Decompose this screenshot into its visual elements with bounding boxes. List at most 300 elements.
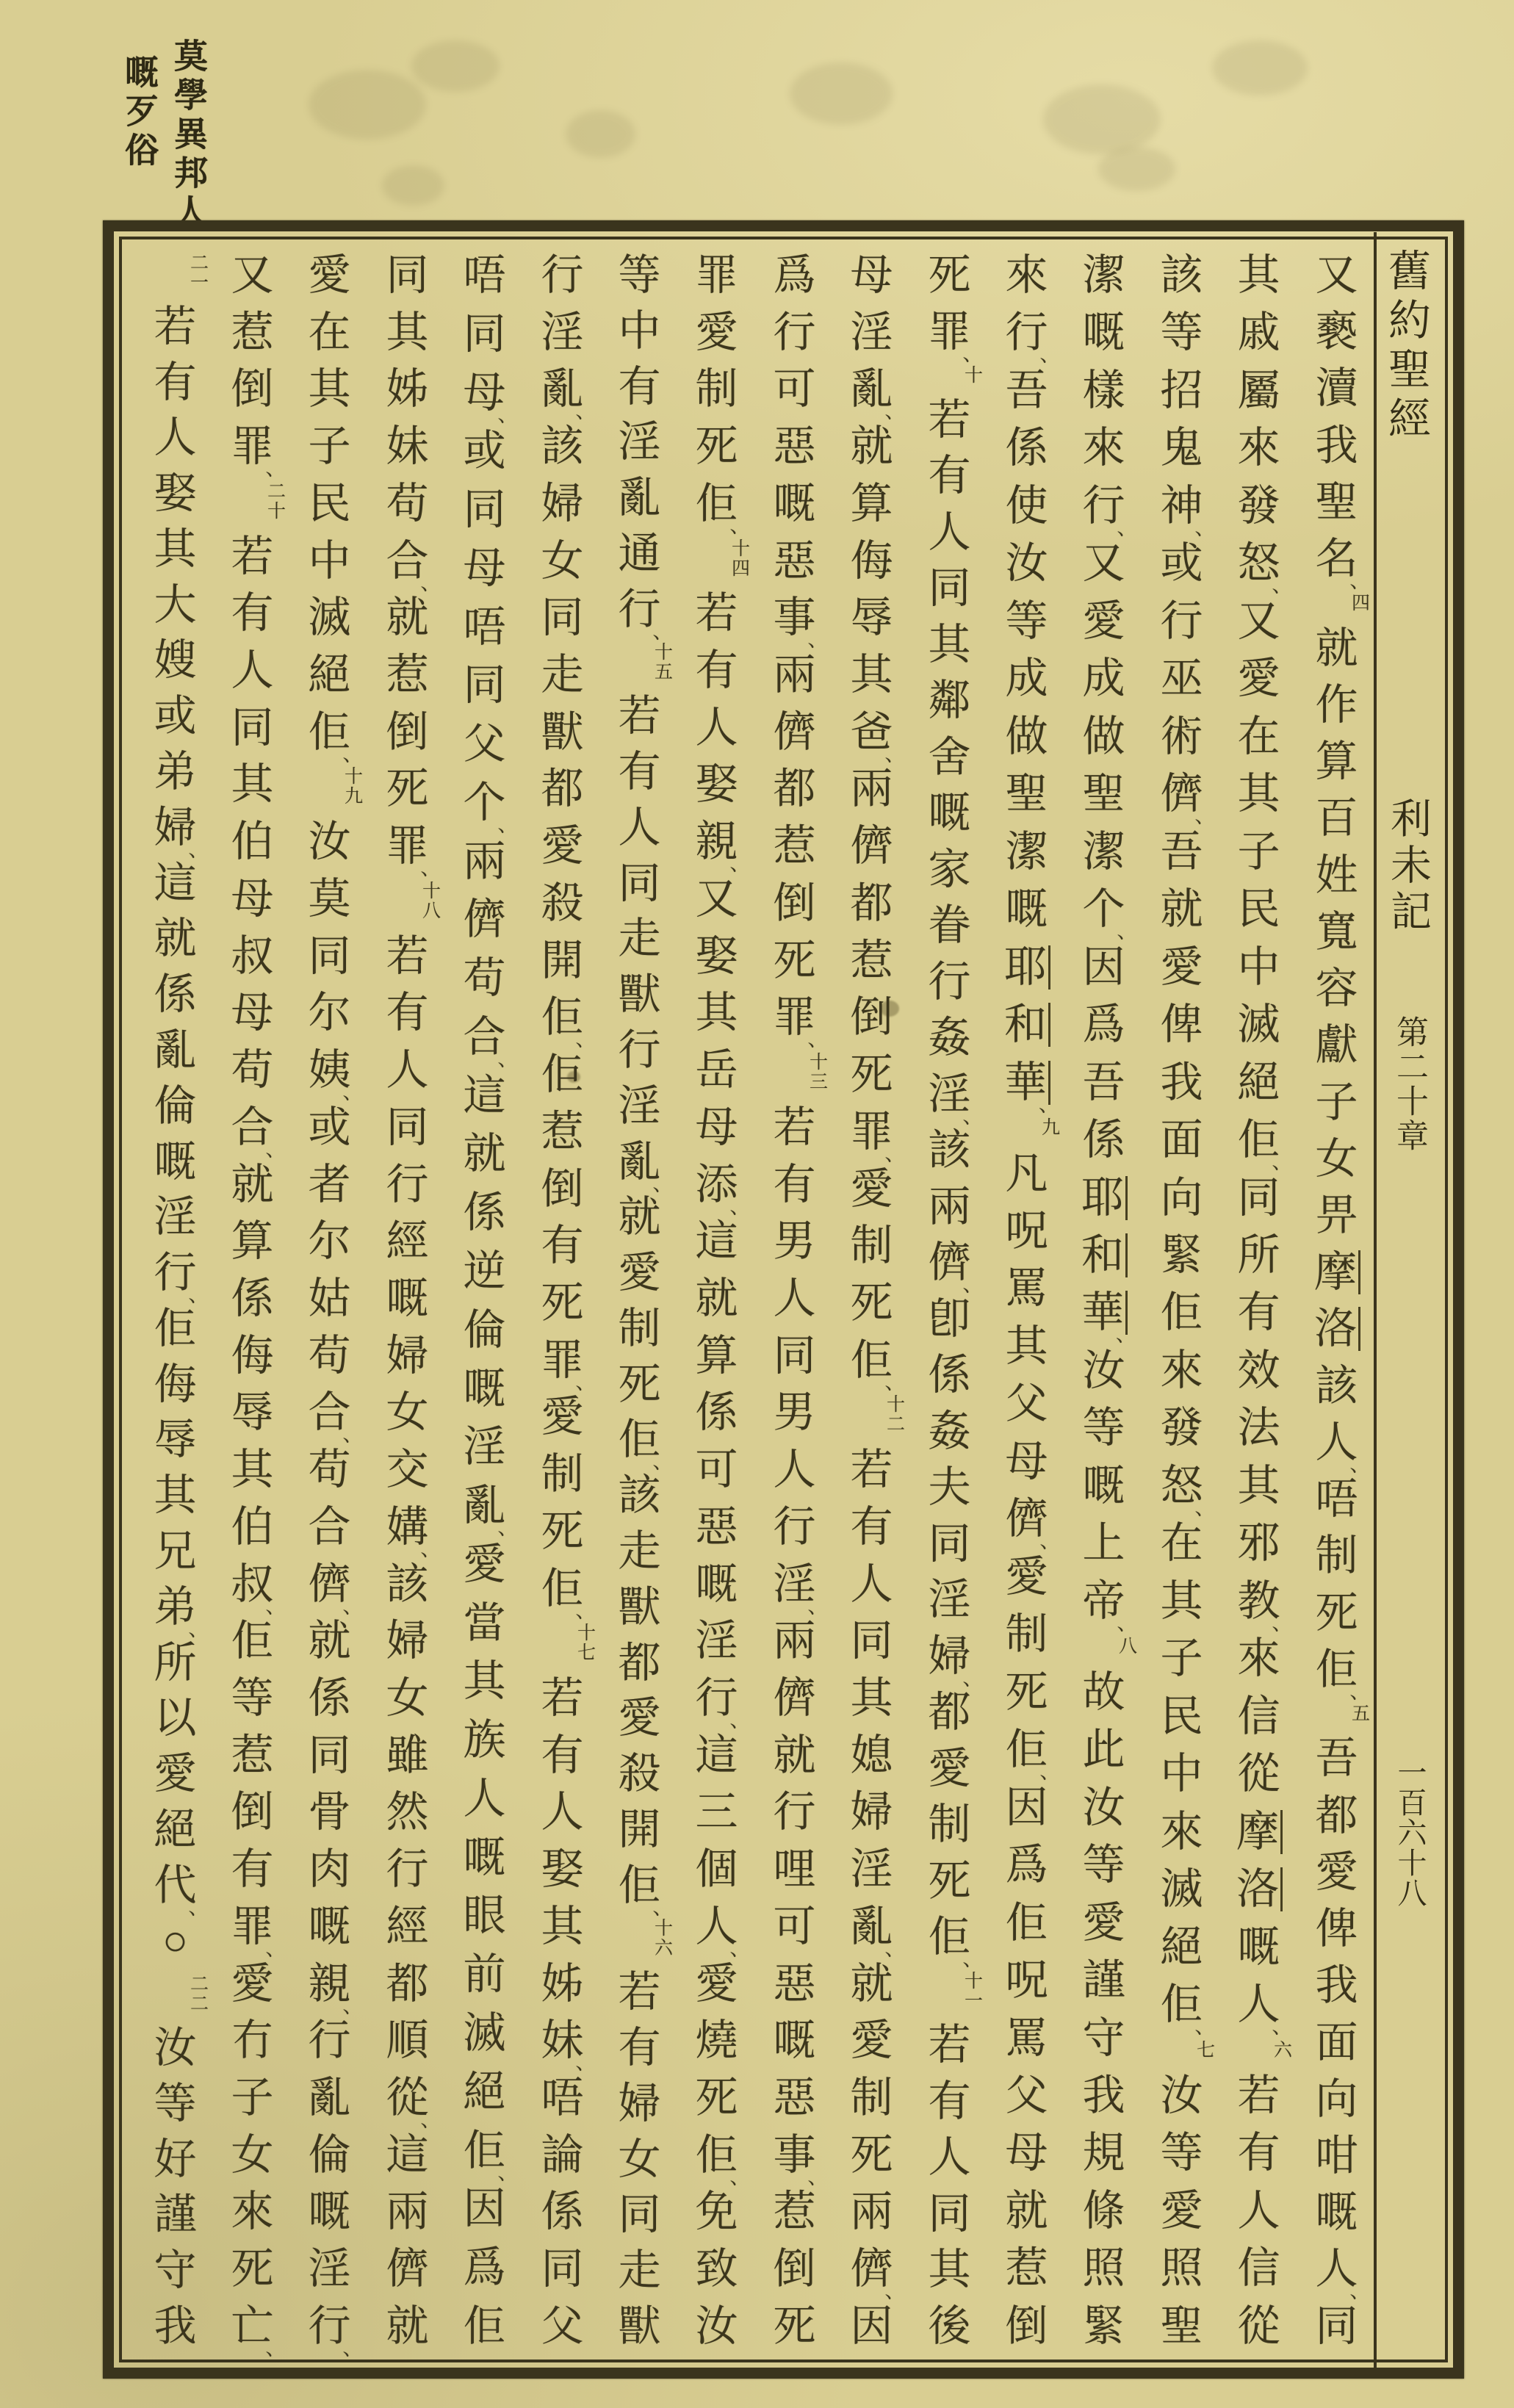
text-character: 苟 [231, 1046, 274, 1095]
text-character: 行 、 [1082, 481, 1137, 539]
text-character: 俾 [1315, 1905, 1358, 1953]
text-character: 有 [154, 358, 197, 406]
ideographic-comma: 、 [1117, 516, 1137, 539]
proper-name-character: 華 、 [1081, 1288, 1136, 1347]
text-character: 姓 [1315, 851, 1358, 899]
text-character: 倒 [231, 365, 274, 414]
text-character: 守 [1082, 2014, 1125, 2062]
ideographic-comma: 、 [1039, 344, 1060, 367]
ideographic-comma: 、 [884, 743, 905, 765]
text-character: 苟 [308, 1446, 351, 1494]
text-character: 就 [850, 1959, 893, 2008]
text-character: 褻 [1315, 308, 1358, 356]
ideographic-comma: 、 [652, 1172, 673, 1195]
ideographic-comma: 、 [342, 2337, 363, 2360]
text-character: 通 [618, 529, 661, 577]
text-column [369, 253, 446, 2348]
text-character: 佢 、 [1315, 1645, 1370, 1703]
text-character: 卽 [928, 1294, 971, 1343]
ideographic-comma: 、 [1194, 1496, 1215, 1519]
text-character: 人 [928, 508, 971, 556]
text-character: 聖 [1005, 770, 1048, 818]
text-character: 同 [541, 594, 584, 642]
verse-number: 七 [1196, 2040, 1215, 2061]
text-character: 倒 [541, 1164, 584, 1213]
text-character: 淫 [541, 308, 584, 356]
verse-number: 十 五 [654, 643, 673, 683]
text-character: 就 [386, 2301, 429, 2350]
text-character: 淫 [618, 1081, 661, 1130]
text-character: 罪 [695, 251, 738, 299]
text-character: 帝 、 [1082, 1576, 1137, 1634]
proper-name-character: 耶 [1003, 945, 1050, 989]
text-character: 我 [154, 2301, 197, 2350]
text-character: 有 [1237, 1288, 1280, 1337]
verse-number: 十 二 [886, 1395, 905, 1435]
text-character: 吾 [1082, 1058, 1125, 1106]
text-character: 逆 [463, 1247, 506, 1296]
verse-number: 十 一 [964, 1971, 983, 2011]
text-character: 父 [1005, 1380, 1048, 1428]
text-character: 佢 、 [695, 2130, 750, 2188]
text-character: 娶 [695, 760, 738, 809]
text-character: 罪 、 [231, 1902, 286, 1960]
text-character: 佢 、 [1005, 1726, 1060, 1784]
text-character: 行 [386, 1160, 429, 1208]
text-character: 倒 [1005, 2301, 1048, 2350]
text-character: 汝 [695, 2301, 738, 2350]
text-character: 制 [695, 365, 738, 414]
verse-number: 二 二 [190, 1975, 209, 2015]
text-character: 行 、 [1005, 309, 1060, 367]
text-character: 同 [773, 1331, 816, 1380]
proper-name-character: 摩 [1313, 1250, 1360, 1294]
text-character: 或 [154, 692, 197, 740]
text-character: 女 [618, 2135, 661, 2183]
text-character: 同 [928, 564, 971, 612]
text-character: 都 [850, 879, 893, 927]
text-character: 愛 [308, 251, 351, 299]
bleed-through-mark [382, 165, 444, 206]
text-character: 又 [1237, 596, 1280, 645]
text-character: 行 [386, 1845, 429, 1894]
text-character: 罪 、 [773, 993, 828, 1051]
text-character: 有 [695, 646, 738, 695]
text-character: 女 [231, 2130, 274, 2179]
text-character: 罵 [1005, 1264, 1048, 1313]
text-character: 係 [695, 1388, 738, 1437]
ideographic-comma: 、 [575, 1371, 596, 1394]
ideographic-comma: 、 [807, 1028, 828, 1051]
ideographic-comma: 、 [497, 2161, 518, 2184]
verse-number: 十 七 [577, 1623, 596, 1664]
text-character: 婦 、 [928, 1632, 983, 1690]
text-character: 弟 、 [154, 1582, 209, 1640]
text-character: 死 [1005, 1668, 1048, 1716]
text-character: 伯 [231, 1502, 274, 1551]
text-character: 死 [231, 2245, 274, 2293]
ideographic-comma: 、 [420, 857, 441, 880]
ideographic-comma: 、 [962, 1667, 983, 1690]
verse-number: 十 六 [654, 1919, 673, 1959]
text-character: 淫 [695, 1617, 738, 1665]
text-character: 愛 [1160, 942, 1203, 991]
text-character: 滅 [463, 2008, 506, 2057]
text-character: 效 [1237, 1346, 1280, 1394]
text-character: 等 [1160, 309, 1203, 357]
ideographic-comma: 、 [575, 1599, 596, 1622]
text-character: 絕 [308, 651, 351, 699]
text-column [756, 253, 833, 2348]
text-character: 弟 [154, 748, 197, 796]
text-character: 人 [695, 703, 738, 751]
text-character: 雖 [386, 1731, 429, 1779]
text-character: 招 [1160, 366, 1203, 414]
text-character: 亂 [618, 474, 661, 522]
text-character: 絕 [1237, 1058, 1280, 1106]
ideographic-comma: 、 [884, 1142, 905, 1165]
text-character: 同 [308, 1731, 351, 1779]
ideographic-comma: 、 [962, 1948, 983, 1970]
ideographic-comma: 、 [1039, 1093, 1059, 1116]
text-character: 聖 [1315, 477, 1358, 526]
text-character: 父 [463, 720, 506, 768]
text-character: 畀 [1315, 1191, 1358, 1239]
text-character: 淫 、 [773, 1560, 828, 1618]
text-character: 合 、 [386, 536, 441, 594]
text-character: 唔 [463, 251, 506, 299]
text-character: 走 [541, 651, 584, 699]
ideographic-comma: 、 [497, 813, 518, 836]
text-character: 聖 [1082, 770, 1125, 818]
text-character: ○ [162, 1917, 189, 1965]
text-character: 以 [154, 1694, 197, 1742]
ideographic-comma: 、 [1194, 2016, 1215, 2038]
ideographic-comma: 、 [575, 1028, 596, 1051]
text-character: 等 [1082, 1404, 1125, 1452]
text-character: 个 、 [463, 778, 518, 836]
text-character: 嘅 [463, 1833, 506, 1881]
text-character: 向 [1160, 1173, 1203, 1222]
text-character: 佢 、 [308, 707, 363, 765]
text-character: 佢 [154, 1304, 197, 1352]
marginal-note-line: 莫學異邦人 [170, 38, 207, 233]
text-character: 哩 [773, 1845, 816, 1894]
text-character: 人 、 [695, 1902, 750, 1960]
ideographic-comma: 、 [884, 400, 905, 423]
text-character: 儕 [386, 2245, 429, 2293]
text-character: 儕 [773, 707, 816, 756]
text-character: 同 [850, 1617, 893, 1665]
text-character: 我 [1315, 421, 1358, 469]
text-character: 都 [773, 765, 816, 813]
ideographic-comma: 、 [729, 1709, 750, 1731]
text-character: 若 [850, 1446, 893, 1494]
text-character: 殺 [541, 879, 584, 927]
text-character: 同 [1315, 2301, 1358, 2350]
text-column [446, 253, 523, 2348]
text-character: 同 [541, 2245, 584, 2293]
text-character: 亂 [308, 2074, 351, 2122]
text-character: 來 [1160, 1346, 1203, 1394]
text-character: 舍 [928, 732, 971, 781]
ideographic-comma: 、 [652, 1896, 673, 1919]
text-character: 媳 [850, 1731, 893, 1779]
text-character: 淫 [618, 418, 661, 466]
text-character: 惹 [386, 651, 429, 699]
text-character: 佢 [463, 2301, 506, 2350]
text-character: 淫 、 [928, 1070, 983, 1128]
text-character: 鄰 [928, 677, 971, 724]
text-character: 母 、 [463, 368, 518, 426]
text-character: 術 [1160, 712, 1203, 760]
ideographic-comma: 、 [729, 1195, 750, 1218]
text-character: 絕 [154, 1805, 197, 1853]
text-character: 唔 [1315, 1475, 1358, 1524]
ideographic-comma: 、 [1039, 1761, 1060, 1784]
text-character: 有 [231, 1845, 274, 1894]
page-number: 一百六十八 [1394, 1757, 1427, 1908]
text-character: 惡 [695, 1502, 738, 1551]
text-character: 汝 [1160, 2072, 1203, 2119]
text-character: 殺 [618, 1750, 661, 1798]
text-character: 亂 、 [850, 365, 905, 423]
text-character: 滅 [1237, 1001, 1280, 1049]
text-character: 其 [308, 365, 351, 414]
ideographic-comma: 、 [420, 572, 441, 594]
text-character: 滅 [308, 594, 351, 642]
text-character: 可 [695, 1446, 738, 1494]
text-character: 愛 [618, 1249, 661, 1297]
text-character: 兩 [773, 1617, 816, 1665]
text-character: 來 [1237, 424, 1280, 472]
text-character: 子 [1160, 1634, 1203, 1683]
text-character: 儕 [773, 1673, 816, 1722]
text-character: 後 [928, 2301, 971, 2350]
chapter-title: 第二十章 [1391, 1015, 1427, 1153]
verse-number: 十 [964, 366, 983, 386]
text-character: 倒 [231, 1788, 274, 1836]
text-character: 又 [695, 874, 738, 923]
verse-number: 十 三 [809, 1053, 828, 1093]
text-character: 我 [1315, 1961, 1358, 2010]
text-character: 嘅 [773, 2016, 816, 2065]
text-character: 惹 [773, 822, 816, 870]
text-character: 行 [618, 1025, 661, 1074]
text-character: 亂 [154, 1025, 197, 1074]
text-character: 子 [1315, 1078, 1358, 1126]
text-column [1220, 253, 1297, 2348]
text-character: 可 [773, 1902, 816, 1950]
text-character: 愛 [695, 1959, 738, 2008]
text-character: 汝 [1082, 1346, 1125, 1394]
text-character: 面 [1315, 2018, 1358, 2066]
text-character: 行 [928, 957, 971, 1006]
text-character: 有 [618, 748, 661, 796]
text-character: 人 、 [1315, 1418, 1370, 1476]
text-character: 若 [541, 1673, 584, 1722]
text-character: 其 [463, 1657, 506, 1706]
verse-number: 六 [1273, 2040, 1292, 2061]
text-character: 發 [1237, 481, 1280, 530]
ideographic-comma: 、 [1349, 1680, 1370, 1703]
text-character: 倫 [154, 1081, 197, 1130]
text-character: 死 [928, 251, 971, 299]
ideographic-comma: 、 [265, 2337, 286, 2360]
text-character: 人 [850, 1560, 893, 1608]
text-character: 人 [463, 1774, 506, 1823]
ideographic-comma: 、 [188, 1618, 209, 1640]
text-character: 媾 、 [386, 1502, 441, 1560]
text-character: 母 [463, 544, 506, 592]
text-character: 若 [928, 395, 971, 444]
text-character: 佢 、 [1237, 1116, 1292, 1174]
text-character: 子 [1237, 827, 1280, 876]
text-character: 婦 [386, 1617, 429, 1665]
text-character: 姦 [928, 1014, 971, 1061]
text-character: 尔 [308, 989, 351, 1037]
text-character: 民 [1237, 885, 1280, 934]
text-character: 該 [618, 1471, 661, 1520]
proper-name-character: 和 [1080, 1233, 1128, 1277]
text-character: 父 [541, 2301, 584, 2350]
text-character: 亂 、 [463, 1482, 518, 1540]
text-character: 母 [231, 989, 274, 1037]
text-character: 獸 [541, 707, 584, 756]
text-character: 佢 [541, 1050, 584, 1099]
text-character: 兄 [154, 1526, 197, 1575]
text-column [291, 251, 368, 2360]
ideographic-comma: 、 [729, 853, 750, 876]
ideographic-comma: 、 [1039, 1530, 1060, 1553]
text-character: 子 [308, 422, 351, 471]
text-character: 死 [695, 422, 738, 471]
text-character: 佢 、 [541, 993, 596, 1051]
text-character: 嘅 [1082, 309, 1125, 357]
text-character: 愛 [154, 1750, 197, 1798]
ideographic-comma: 、 [342, 1595, 363, 1618]
text-character: 因 [463, 2185, 506, 2233]
text-character: 制 [850, 1222, 893, 1270]
text-character: 我 [1160, 1058, 1203, 1106]
text-character: 死 [773, 2301, 816, 2350]
text-character: 親 、 [695, 818, 750, 876]
ideographic-comma: 、 [342, 1424, 363, 1446]
ideographic-comma: 、 [497, 1517, 518, 1540]
text-character: 或 [1160, 539, 1203, 588]
text-character: 都 [618, 1638, 661, 1687]
text-character: 該 [928, 1126, 971, 1174]
ideographic-comma: 、 [652, 620, 673, 643]
text-character: 來 [1160, 1807, 1203, 1856]
text-character: 人 、 [1237, 1980, 1292, 2038]
verse-number: 二 一 [190, 253, 209, 293]
text-character: 人 [618, 803, 661, 851]
text-character: 倒 [850, 993, 893, 1042]
text-character: 潔 [1005, 827, 1048, 876]
bleed-through-mark [1043, 84, 1161, 154]
text-character: 緊 [1082, 2301, 1125, 2350]
text-character: 嘅 [386, 1274, 429, 1322]
ideographic-comma: 、 [652, 1451, 673, 1474]
text-character: 骨 [308, 1788, 351, 1836]
text-character: 惹 [1005, 2244, 1048, 2293]
text-character: 都 [541, 765, 584, 813]
text-character: 獸 [618, 1582, 661, 1631]
text-character: 尔 [308, 1217, 351, 1266]
text-character: 同 [463, 309, 506, 358]
text-character: 面 [1160, 1116, 1203, 1164]
ideographic-comma: 、 [420, 1538, 441, 1560]
text-character: 從 [1237, 1750, 1280, 1798]
ideographic-comma: 、 [1272, 1612, 1292, 1634]
text-character: 妹 [386, 422, 429, 471]
text-character: 吾 [1315, 1734, 1358, 1783]
text-character: 代 、 [154, 1861, 209, 1919]
proper-name-character: 耶 [1080, 1176, 1128, 1220]
text-character: 人 [386, 1046, 429, 1095]
text-character: 叔 [231, 931, 274, 980]
text-character: 佢 [231, 1617, 274, 1665]
ideographic-comma: 、 [188, 1896, 209, 1919]
text-character: 冇 [231, 2016, 274, 2065]
text-character: 戚 [1237, 309, 1280, 357]
ideographic-comma: 、 [265, 1937, 286, 1960]
text-character: 獸 [618, 2301, 661, 2350]
text-character: 來 [1005, 251, 1048, 299]
text-character: 佢 [1005, 1898, 1048, 1947]
text-character: 兩 [928, 1182, 971, 1230]
verse-number: 八 [1118, 1637, 1137, 1657]
text-character: 故 [1082, 1668, 1125, 1716]
text-character: 愛 [541, 822, 584, 870]
text-character: 邪 [1237, 1519, 1280, 1568]
proper-name-character: 洛 [1313, 1307, 1360, 1351]
text-character: 嘅 [928, 789, 971, 837]
text-character: 伯 [231, 818, 274, 866]
text-character: 淫 [850, 1845, 893, 1894]
ideographic-comma: 、 [729, 514, 750, 537]
text-character: 姊 [541, 1959, 584, 2008]
text-character: 佢 、 [618, 1861, 673, 1919]
text-character: 若 [928, 2021, 971, 2069]
text-character: 若 [154, 302, 197, 350]
text-character: 制 [541, 1450, 584, 1499]
text-character: 人 [231, 646, 274, 695]
text-character: 都 [1315, 1791, 1358, 1839]
text-character: 愛 [1082, 596, 1125, 645]
text-character: 教 、 [1237, 1576, 1292, 1634]
text-character: 信 [1237, 1692, 1280, 1740]
text-character: 從 、 [386, 2074, 441, 2131]
text-character: 有 [850, 1502, 893, 1551]
text-character: 俾 [1160, 1001, 1203, 1049]
text-character: 就 [1160, 885, 1203, 934]
text-character: 又 [231, 251, 274, 299]
text-character: 娶 [154, 469, 197, 518]
ideographic-comma: 、 [1349, 2280, 1370, 2303]
text-character: 唔 [463, 602, 506, 651]
text-character: 等 [1160, 2129, 1203, 2177]
text-character: 行 [541, 251, 584, 299]
text-character: 制 [618, 1304, 661, 1352]
text-character: 做 [1005, 712, 1048, 760]
text-character: 汝 [1082, 1783, 1125, 1831]
text-character: 姑 [308, 1274, 351, 1322]
ideographic-comma: 、 [884, 1937, 905, 1960]
ideographic-comma: 、 [575, 400, 596, 423]
text-character: 燒 [695, 2016, 738, 2065]
